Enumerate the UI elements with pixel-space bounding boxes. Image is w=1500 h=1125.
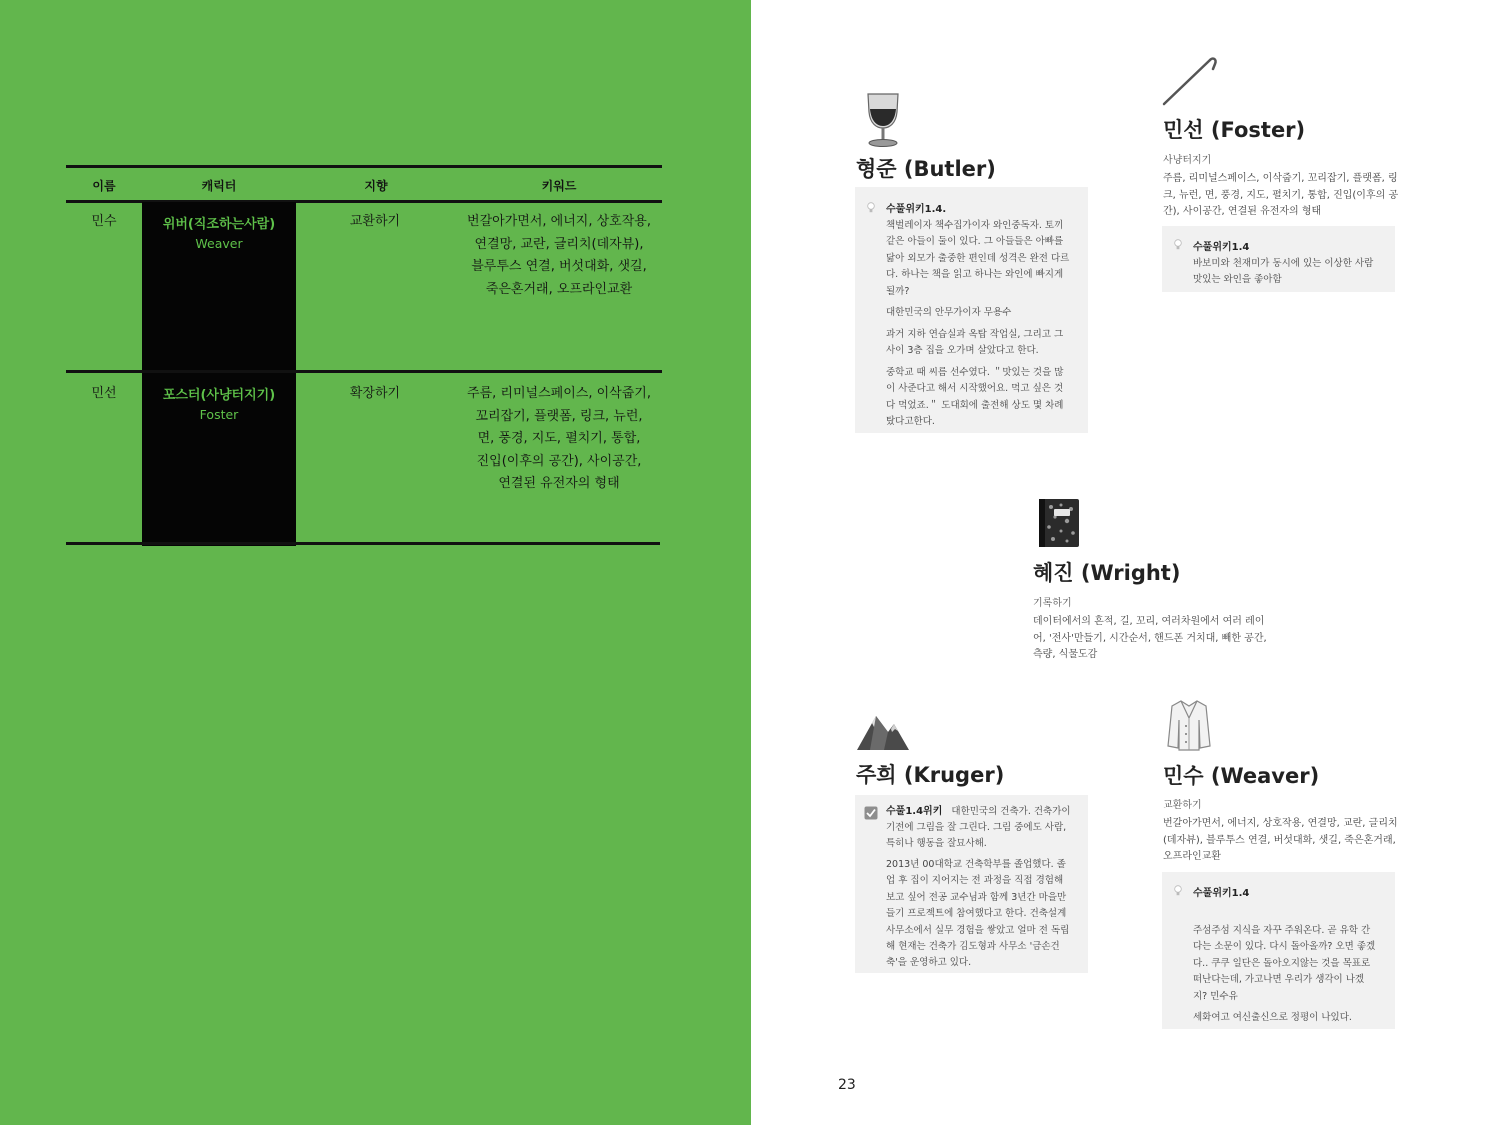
weaver-wiki-box bbox=[1162, 872, 1395, 1029]
text-line: 다.. 쿠쿠 일단은 돌아오지않는 것을 목표로 bbox=[1193, 957, 1371, 969]
row-orientation: 확장하기 bbox=[349, 386, 401, 401]
text-line: 2013년 00대학교 건축학부를 졸업했다. 졸 bbox=[886, 859, 1066, 870]
wright-keywords bbox=[1033, 614, 1267, 664]
keyword-line: 주름, 리미널스페이스, 이삭줍기, bbox=[467, 386, 651, 401]
text-line: 책벌레이자 책수집가이자 와인중독자. 토끼 bbox=[886, 220, 1064, 231]
text-line: 오프라인교환 bbox=[1163, 851, 1221, 862]
text-line: 닮아 외모가 출중한 편인데 성격은 완전 다르 bbox=[886, 252, 1070, 264]
text-line: 사이 3층 집을 오가며 살았다고 한다. bbox=[886, 345, 1039, 357]
weaver-title: 민수 (Weaver) bbox=[1163, 764, 1320, 788]
text-line: 떠난다는데, 가고나면 우리가 생각이 나겠 bbox=[1193, 974, 1365, 986]
wright-title: 혜진 (Wright) bbox=[1033, 561, 1181, 585]
weaver-paragraph bbox=[1193, 1010, 1352, 1026]
text-line: 대한민국의 건축가. 건축가이 bbox=[951, 806, 1071, 817]
butler-paragraph bbox=[886, 218, 1069, 300]
text-line: 지? 민수유 bbox=[1193, 990, 1238, 1002]
text-line: 데이터에서의 흔적, 길, 꼬리, 여러차원에서 여러 레이 bbox=[1033, 616, 1265, 627]
text-line: 탔다고한다. bbox=[886, 416, 935, 428]
text-line: 과거 지하 연습실과 옥탑 작업실, 그리고 그 bbox=[886, 329, 1064, 340]
table-top-rule bbox=[66, 165, 662, 168]
text-line: (데자뷰), 블루투스 연결, 버섯대화, 샛길, 죽은혼거래, bbox=[1163, 834, 1396, 846]
keyword-line: 면, 풍경, 지도, 펼치기, 통합, bbox=[477, 431, 641, 446]
foster-keywords bbox=[1163, 171, 1398, 221]
mountain-icon bbox=[856, 710, 910, 752]
foster-box-title: 수풀위키1.4 bbox=[1193, 242, 1250, 253]
text-line: 번갈아가면서, 에너지, 상호작용, 연결망, 교란, 글리치 bbox=[1163, 818, 1398, 829]
col-header-character: 캐릭터 bbox=[201, 179, 237, 193]
character-cell-foster bbox=[142, 373, 296, 546]
row-keywords bbox=[456, 211, 662, 301]
text-line: 같은 아들이 둘이 있다. 그 아들들은 아빠를 bbox=[886, 236, 1064, 248]
text-line: 다. 하나는 책을 읽고 하나는 와인에 빠지게 bbox=[886, 269, 1064, 281]
table-bottom-rule bbox=[66, 542, 660, 545]
foster-title: 민선 (Foster) bbox=[1163, 118, 1306, 142]
text-line: 기전에 그림을 잘 그린다. 그림 중에도 사람, bbox=[886, 822, 1067, 833]
lightbulb-icon bbox=[1174, 885, 1182, 896]
row-name: 민수 bbox=[91, 214, 117, 229]
kruger-first-line bbox=[886, 804, 1071, 820]
butler-wiki-box bbox=[855, 187, 1088, 433]
text-line: 크, 뉴런, 면, 풍경, 지도, 펼치기, 통합, 진입(이후의 공 bbox=[1163, 189, 1399, 201]
text-line: 이 사준다고 해서 시작했어요. 먹고 싶은 것 bbox=[886, 383, 1064, 395]
butler-paragraph bbox=[886, 365, 1063, 431]
butler-paragraph bbox=[886, 305, 1011, 321]
butler-title: 형준 (Butler) bbox=[856, 157, 996, 181]
text-line: 특히나 행동을 잘묘사해. bbox=[886, 838, 987, 850]
keyword-line: 블루투스 연결, 버섯대화, 샛길, bbox=[471, 259, 647, 274]
text-line: 주섬주섬 지식을 자꾸 주워온다. 곧 유학 간 bbox=[1193, 925, 1371, 936]
kruger-box-title: 수풀1.4위키 bbox=[886, 806, 943, 817]
character-name: 포스터(사냥터지기) bbox=[162, 388, 276, 403]
weaver-box-title: 수풀위키1.4 bbox=[1193, 888, 1250, 899]
text-line: 다는 소문이 있다. 다시 돌아올까? 오면 좋겠 bbox=[1193, 941, 1376, 953]
text-line: 사무소에서 실무 경험을 쌓았고 얼마 전 독립 bbox=[886, 924, 1070, 936]
lightbulb-icon bbox=[867, 202, 875, 213]
kruger-paragraph bbox=[886, 857, 1069, 972]
text-line: 축'을 운영하고 있다. bbox=[886, 957, 972, 969]
character-english: Foster bbox=[199, 407, 239, 422]
text-line: 다 먹었죠.＂ 도대회에 출전해 상도 몇 차례 bbox=[886, 399, 1064, 411]
row-name: 민선 bbox=[91, 386, 117, 401]
wine-glass-icon bbox=[862, 92, 904, 148]
butler-paragraph bbox=[886, 327, 1063, 360]
keyword-line: 진입(이후의 공간), 사이공간, bbox=[476, 453, 642, 469]
lightbulb-icon bbox=[1174, 239, 1182, 250]
text-line: 대한민국의 안무가이자 무용수 bbox=[886, 307, 1012, 318]
weaver-paragraph bbox=[1193, 923, 1375, 1005]
character-name: 위버(직조하는사람) bbox=[162, 217, 276, 232]
row-keywords bbox=[456, 383, 662, 496]
lab-coat-icon bbox=[1166, 698, 1212, 752]
page-number: 23 bbox=[838, 1077, 856, 1093]
text-line: 간), 사이공간, 연결된 유전자의 형태 bbox=[1163, 206, 1322, 217]
checkbox-icon bbox=[864, 806, 878, 820]
text-line: 바보미와 천재미가 동시에 있는 이상한 사람 bbox=[1193, 258, 1374, 269]
keyword-line: 꼬리잡기, 플랫폼, 링크, 뉴런, bbox=[475, 408, 643, 424]
cane-icon bbox=[1160, 54, 1218, 108]
kruger-title: 주희 (Kruger) bbox=[856, 763, 1005, 787]
butler-box-title: 수풀위키1.4. bbox=[886, 204, 947, 215]
foster-subtitle: 사냥터지기 bbox=[1163, 155, 1212, 166]
text-line: 측량, 식물도감 bbox=[1033, 649, 1098, 660]
text-line: 주름, 리미널스페이스, 이삭줍기, 꼬리잡기, 플랫폼, 링 bbox=[1163, 173, 1398, 184]
weaver-subtitle: 교환하기 bbox=[1163, 800, 1202, 811]
text-line: 세화여고 여신출신으로 정평이 나있다. bbox=[1193, 1012, 1352, 1023]
col-header-orientation: 지향 bbox=[364, 179, 388, 193]
foster-wiki-box bbox=[1162, 226, 1395, 292]
keyword-line: 죽은혼거래, 오프라인교환 bbox=[485, 281, 633, 297]
keyword-line: 연결망, 교란, 글리치(데자뷰), bbox=[474, 236, 644, 252]
text-line: 중학교 때 씨름 선수였다. ＂맛있는 것을 많 bbox=[886, 367, 1064, 378]
wright-subtitle: 기록하기 bbox=[1033, 598, 1072, 609]
col-header-name: 이름 bbox=[92, 179, 116, 193]
kruger-wiki-box bbox=[855, 795, 1088, 973]
foster-box-text bbox=[1193, 256, 1373, 289]
text-line: 어, '전사'만들기, 시간순서, 핸드폰 거치대, 빼한 공간, bbox=[1033, 632, 1267, 644]
text-line: 될까? bbox=[886, 285, 910, 297]
row-orientation: 교환하기 bbox=[349, 214, 401, 229]
notebook-icon bbox=[1037, 497, 1081, 549]
keyword-line: 연결된 유전자의 형태 bbox=[498, 476, 620, 491]
text-line: 해 현재는 건축가 김도형과 사무소 '금손건 bbox=[886, 941, 1060, 953]
text-line: 들기 프로젝트에 참여했다고 한다. 건축설계 bbox=[886, 908, 1067, 920]
text-line: 보고 싶어 전공 교수님과 함께 3년간 마을만 bbox=[886, 891, 1067, 903]
character-english: Weaver bbox=[195, 236, 243, 251]
text-line: 맛있는 와인을 좋아함 bbox=[1193, 274, 1282, 286]
kruger-paragraph bbox=[886, 820, 1066, 853]
character-table bbox=[66, 165, 662, 545]
text-line: 업 후 집이 지어지는 전 과정을 직접 경험해 bbox=[886, 875, 1064, 887]
character-cell-weaver bbox=[142, 202, 296, 370]
col-header-keywords: 키워드 bbox=[541, 179, 577, 193]
weaver-keywords bbox=[1163, 816, 1398, 866]
keyword-line: 번갈아가면서, 에너지, 상호작용, bbox=[467, 214, 651, 229]
